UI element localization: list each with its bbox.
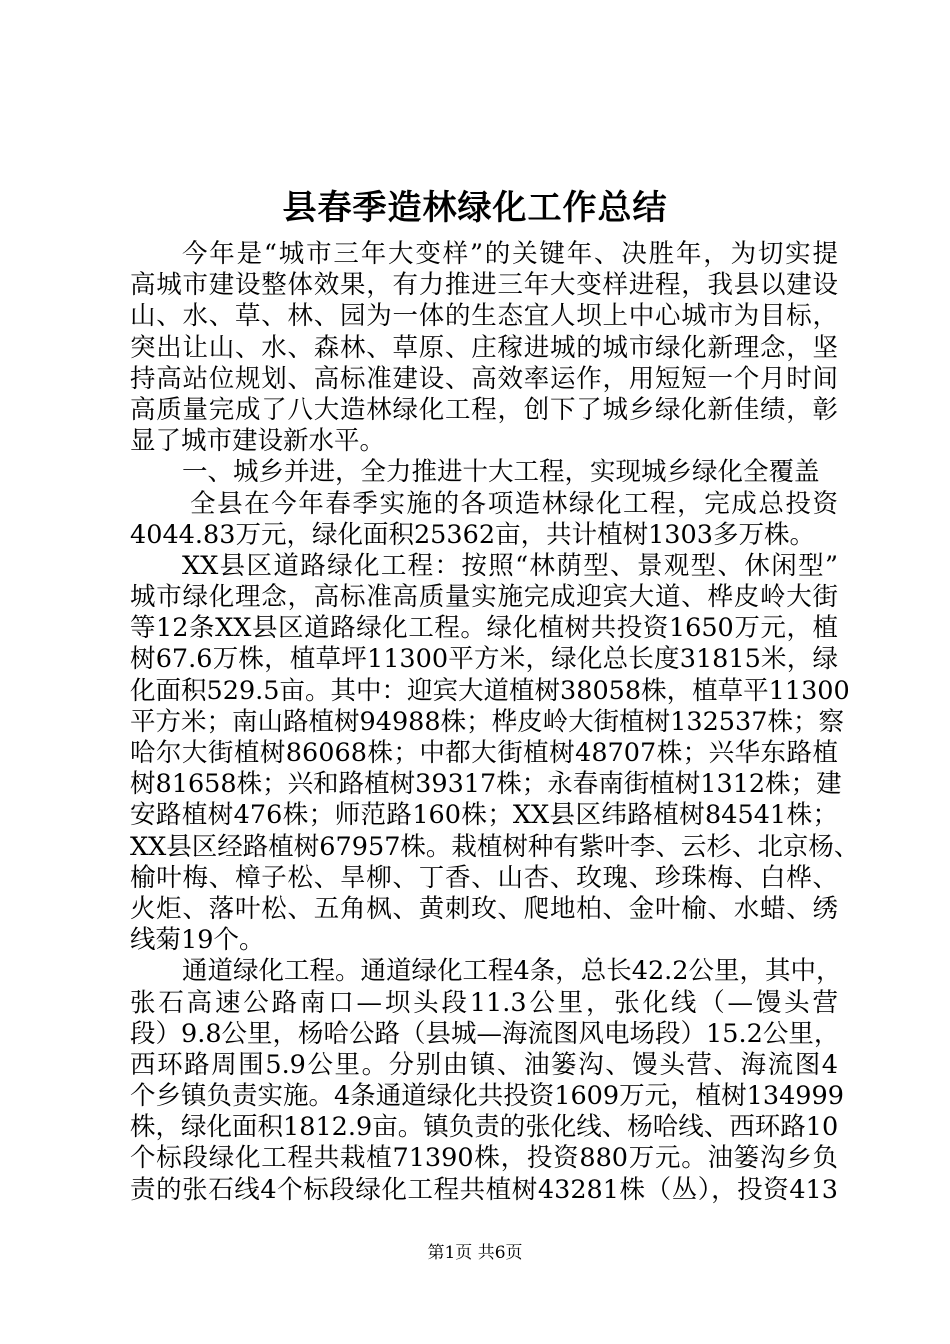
body-line: 持高站位规划、高标准建设、高效率运作，用短短一个月时间 [130,363,838,394]
body-line: 火炬、落叶松、五角枫、黄刺玫、爬地柏、金叶榆、水蜡、绣 [130,893,838,924]
body-line: 责的张石线4个标段绿化工程共植树43281株（丛），投资413 [130,1174,838,1205]
body-line: 4044.83万元，绿化面积25362亩，共计植树1303多万株。 [130,519,815,550]
body-line: 西环路周围5.9公里。分别由镇、油篓沟、馒头营、海流图4 [130,1049,838,1080]
document-body [130,239,860,1206]
body-line: 榆叶梅、樟子松、旱柳、丁香、山杏、玫瑰、珍珠梅、白桦、 [130,862,838,893]
body-line: XX县区经路植树67957株。栽植树种有紫叶李、云杉、北京杨、 [130,831,860,862]
body-line: 今年是“城市三年大变样”的关键年、决胜年，为切实提 [182,239,838,269]
body-line: 化面积529.5亩。其中：迎宾大道植树38058株，植草平11300 [130,675,850,706]
body-line: 段）9.8公里，杨哈公路（县城—海流图风电场段）15.2公里， [130,1018,840,1049]
body-line: 安路植树476株；师范路160株；XX县区纬路植树84541株； [130,800,838,831]
body-line: 个标段绿化工程共栽植71390株，投资880万元。油篓沟乡负 [130,1143,838,1174]
body-line: 树67.6万株，植草坪11300平方米，绿化总长度31815米，绿 [130,644,838,675]
body-line: XX县区道路绿化工程：按照“林荫型、景观型、休闲型” [182,550,838,581]
body-line: 高质量完成了八大造林绿化工程，创下了城乡绿化新佳绩，彰 [130,394,838,425]
body-line: 城市绿化理念，高标准高质量实施完成迎宾大道、桦皮岭大街 [130,582,838,613]
section-heading: 一、城乡并进，全力推进十大工程，实现城乡绿化全覆盖 [182,457,820,488]
body-line: 山、水、草、林、园为一体的生态宜人坝上中心城市为目标， [130,301,838,332]
body-line: 平方米；南山路植树94988株；桦皮岭大街植树132537株；察 [130,706,844,737]
body-line: 全县在今年春季实施的各项造林绿化工程，完成总投资 [190,488,838,519]
body-line: 线菊19个。 [130,925,265,956]
body-line: 高城市建设整体效果，有力推进三年大变样进程，我县以建设 [130,270,838,301]
body-line: 个乡镇负责实施。4条通道绿化共投资1609万元，植树134999 [130,1081,844,1112]
body-line: 等12条XX县区道路绿化工程。绿化植树共投资1650万元，植 [130,613,838,644]
body-line: 树81658株；兴和路植树39317株；永春南街植树1312株；建 [130,769,842,800]
body-line: 张石高速公路南口—坝头段11.3公里，张化线（—馒头营 [130,987,838,1018]
body-line: 突出让山、水、森林、草原、庄稼进城的城市绿化新理念，坚 [130,332,838,363]
body-line: 通道绿化工程。通道绿化工程4条，总长42.2公里，其中， [182,956,842,987]
body-line: 哈尔大街植树86068株；中都大街植树48707株；兴华东路植 [130,738,838,768]
page-number-footer: 第1页 共6页 [427,1243,523,1263]
document-title: 县春季造林绿化工作总结 [282,188,668,228]
body-line: 显了城市建设新水平。 [130,426,386,457]
body-line: 株，绿化面积1812.9亩。镇负责的张化线、杨哈线、西环路10 [130,1112,839,1143]
